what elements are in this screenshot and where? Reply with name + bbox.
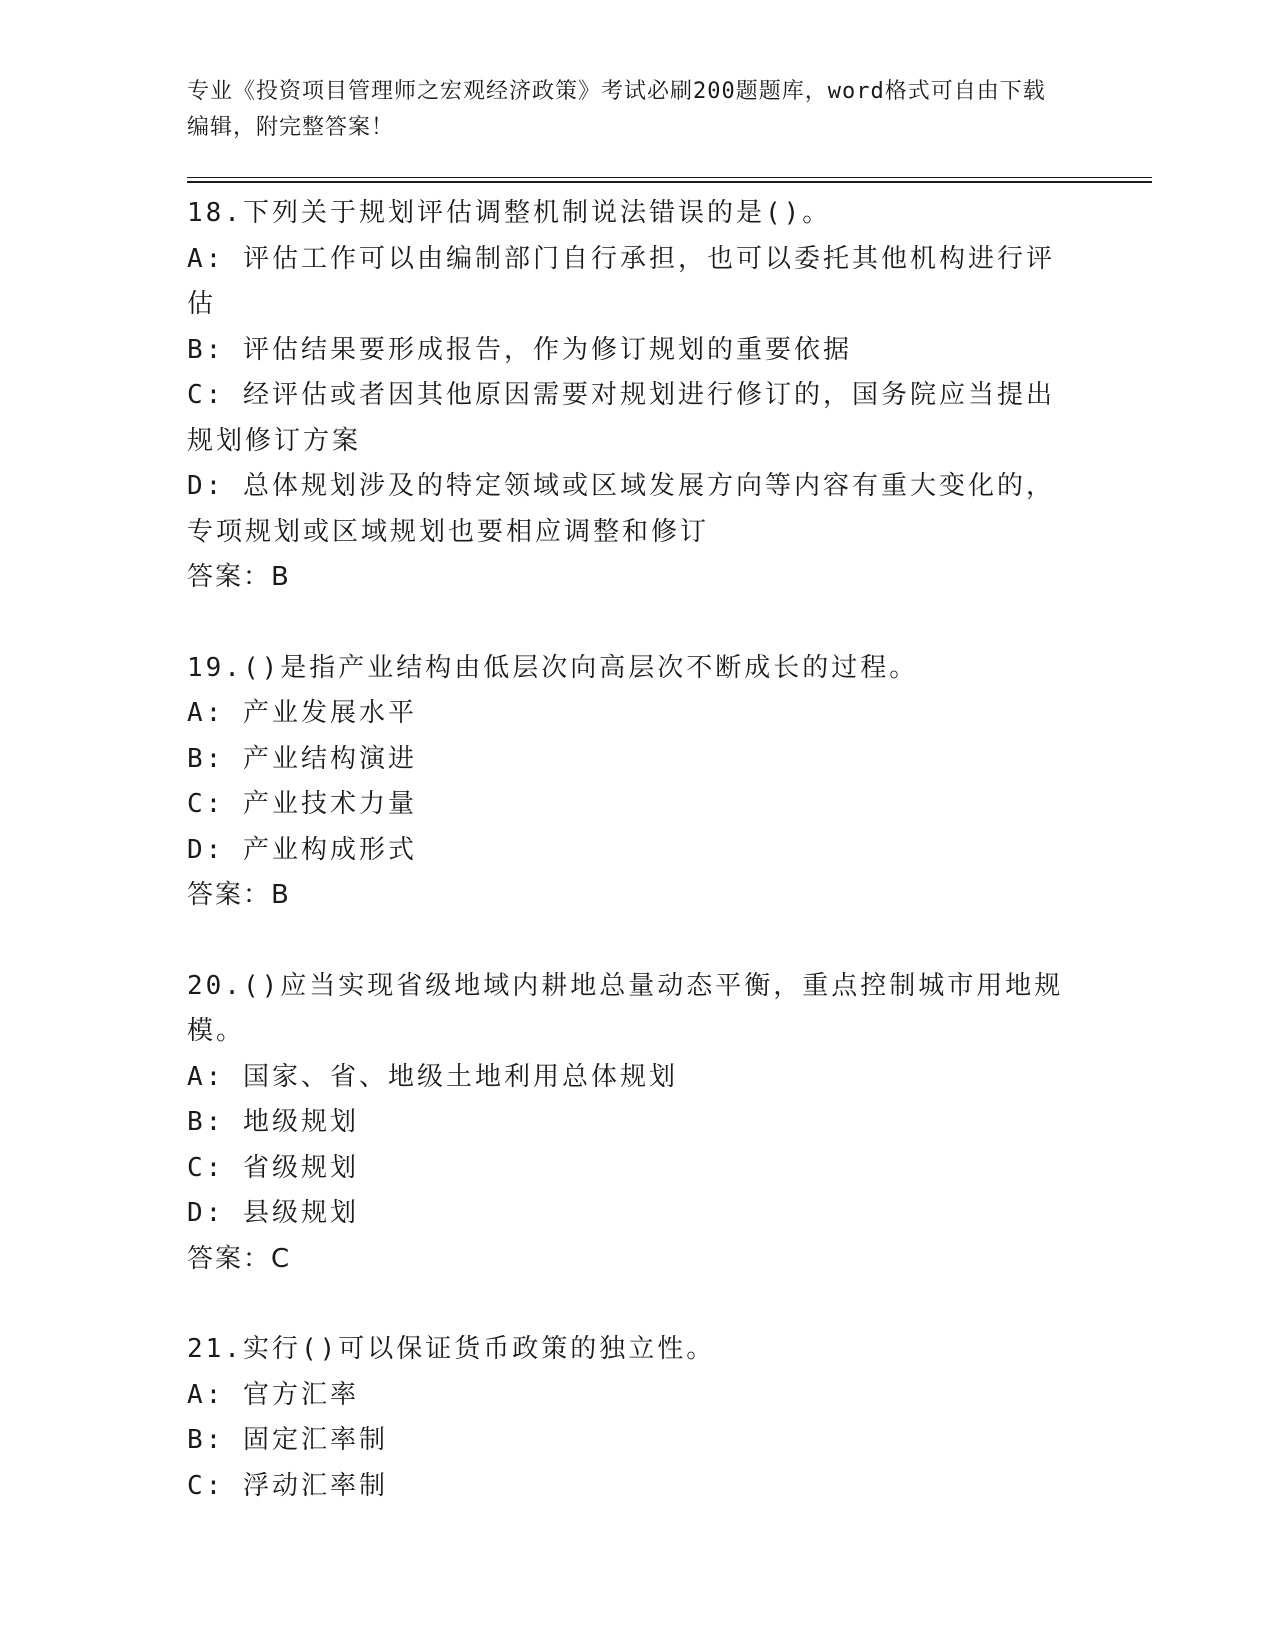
answer-label: 答案：C <box>187 1243 292 1274</box>
header-divider-thin <box>187 177 1152 178</box>
question-18 <box>187 191 1067 601</box>
option-b: B: 评估结果要形成报告，作为修订规划的重要依据 <box>187 334 852 365</box>
question-21 <box>187 1327 1067 1509</box>
option-c: C: 省级规划 <box>187 1152 359 1183</box>
option-d: D: 总体规划涉及的特定领域或区域发展方向等内容有重大变化的，专项规划或区域规划也要相应调整和修订 <box>187 471 1055 547</box>
question-stem: 18.下列关于规划评估调整机制说法错误的是()。 <box>187 198 832 228</box>
answer-label: 答案：B <box>187 562 291 592</box>
question-19 <box>187 646 1067 919</box>
option-b: B: 地级规划 <box>187 1107 359 1137</box>
option-a: A: 国家、省、地级土地利用总体规划 <box>187 1061 678 1092</box>
question-stem: 20.()应当实现省级地域内耕地总量动态平衡，重点控制城市用地规模。 <box>187 970 1064 1046</box>
question-spacer <box>187 1282 1067 1327</box>
option-a: A: 评估工作可以由编制部门自行承担，也可以委托其他机构进行评估 <box>187 243 1055 319</box>
question-20 <box>187 964 1067 1283</box>
option-d: D: 产业构成形式 <box>187 834 417 865</box>
option-a: A: 官方汇率 <box>187 1379 359 1410</box>
option-c: C: 浮动汇率制 <box>187 1470 388 1501</box>
option-b: B: 产业结构演进 <box>187 743 417 774</box>
option-d: D: 县级规划 <box>187 1198 359 1228</box>
question-spacer <box>187 601 1067 646</box>
header-divider-thick <box>187 181 1152 183</box>
option-a: A: 产业发展水平 <box>187 698 417 728</box>
question-list <box>187 191 1067 1509</box>
option-c: C: 产业技术力量 <box>187 789 417 819</box>
document-header: 专业《投资项目管理师之宏观经济政策》考试必刷200题题库，word格式可自由下载编辑，附完整答案！ <box>187 79 1046 140</box>
question-stem: 19.()是指产业结构由低层次向高层次不断成长的过程。 <box>187 652 919 683</box>
question-stem: 21.实行()可以保证货币政策的独立性。 <box>187 1334 716 1364</box>
option-c: C: 经评估或者因其他原因需要对规划进行修订的，国务院应当提出规划修订方案 <box>187 380 1055 456</box>
option-b: B: 固定汇率制 <box>187 1425 388 1455</box>
answer-label: 答案：B <box>187 880 291 910</box>
question-spacer <box>187 919 1067 964</box>
